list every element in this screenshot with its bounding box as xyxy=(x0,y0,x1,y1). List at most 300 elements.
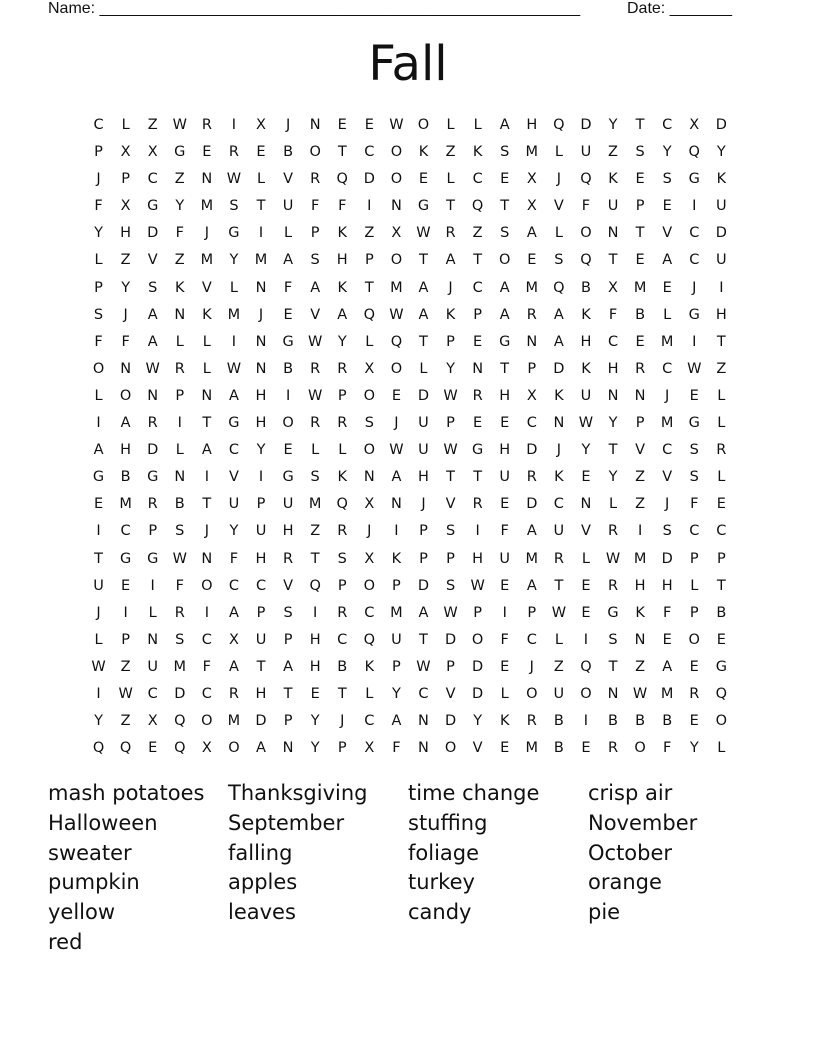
grid-letter[interactable]: E xyxy=(500,171,510,188)
grid-letter[interactable]: U xyxy=(282,198,294,215)
grid-letter[interactable]: L xyxy=(717,415,726,432)
grid-letter[interactable]: A xyxy=(228,658,239,675)
grid-letter[interactable]: N xyxy=(174,306,186,323)
grid-letter[interactable]: E xyxy=(93,496,104,513)
grid-letter[interactable]: C xyxy=(201,631,212,648)
grid-letter[interactable]: M xyxy=(308,496,322,513)
grid-letter[interactable]: M xyxy=(525,740,539,757)
grid-letter[interactable]: X xyxy=(526,387,537,404)
grid-letter[interactable]: E xyxy=(527,252,537,269)
grid-letter[interactable]: J xyxy=(367,523,372,540)
grid-letter[interactable]: I xyxy=(719,279,724,296)
grid-letter[interactable]: S xyxy=(554,252,564,269)
grid-letter[interactable]: P xyxy=(283,631,293,648)
grid-letter[interactable]: I xyxy=(258,225,264,242)
grid-letter[interactable]: R xyxy=(174,360,185,377)
grid-letter[interactable]: U xyxy=(418,415,429,432)
grid-letter[interactable]: W xyxy=(172,117,187,133)
grid-letter[interactable]: W xyxy=(307,387,323,404)
grid-letter[interactable]: O xyxy=(201,577,213,594)
grid-letter[interactable]: I xyxy=(637,523,643,540)
grid-letter[interactable]: K xyxy=(554,469,564,486)
grid-letter[interactable]: T xyxy=(608,658,618,675)
grid-letter[interactable]: Q xyxy=(119,740,132,757)
grid-letter[interactable]: G xyxy=(147,550,159,567)
grid-letter[interactable]: P xyxy=(446,415,455,432)
grid-letter[interactable]: O xyxy=(715,713,728,730)
grid-letter[interactable]: K xyxy=(635,604,645,621)
grid-letter[interactable]: I xyxy=(583,631,589,648)
grid-letter[interactable]: M xyxy=(525,144,539,161)
grid-letter[interactable]: F xyxy=(121,333,130,350)
grid-letter[interactable]: V xyxy=(445,685,456,702)
grid-letter[interactable]: G xyxy=(147,469,159,486)
grid-letter[interactable]: J xyxy=(96,604,101,621)
grid-letter[interactable]: B xyxy=(635,306,646,323)
grid-letter[interactable]: D xyxy=(715,117,727,133)
grid-letter[interactable]: T xyxy=(202,496,212,513)
grid-letter[interactable]: Z xyxy=(635,658,646,675)
grid-letter[interactable]: O xyxy=(390,252,403,269)
grid-letter[interactable]: G xyxy=(688,415,700,432)
grid-letter[interactable]: R xyxy=(310,171,321,188)
grid-letter[interactable]: Q xyxy=(580,252,592,269)
grid-letter[interactable]: B xyxy=(662,713,673,730)
grid-letter[interactable]: B xyxy=(283,360,294,377)
grid-letter[interactable]: I xyxy=(285,387,291,404)
grid-letter[interactable]: I xyxy=(258,469,264,486)
grid-letter[interactable]: A xyxy=(662,252,673,269)
grid-letter[interactable]: R xyxy=(228,144,239,161)
grid-letter[interactable]: F xyxy=(338,198,347,215)
grid-letter[interactable]: P xyxy=(446,658,455,675)
grid-letter[interactable]: Z xyxy=(635,469,646,486)
grid-letter[interactable]: H xyxy=(526,117,538,133)
grid-letter[interactable]: U xyxy=(499,469,511,486)
grid-letter[interactable]: Y xyxy=(608,117,618,133)
grid-letter[interactable]: V xyxy=(662,225,673,242)
grid-letter[interactable]: U xyxy=(93,577,104,594)
grid-letter[interactable]: X xyxy=(256,117,266,133)
grid-letter[interactable]: T xyxy=(256,198,266,215)
grid-letter[interactable]: O xyxy=(363,442,376,459)
grid-letter[interactable]: U xyxy=(255,523,267,540)
grid-letter[interactable]: K xyxy=(554,387,564,404)
grid-letter[interactable]: D xyxy=(417,577,430,594)
grid-letter[interactable]: B xyxy=(635,713,646,730)
grid-letter[interactable]: F xyxy=(581,198,591,215)
grid-letter[interactable]: J xyxy=(96,171,101,188)
grid-letter[interactable]: O xyxy=(363,387,376,404)
grid-letter[interactable]: N xyxy=(553,415,565,432)
grid-letter[interactable]: N xyxy=(580,496,592,513)
grid-letter[interactable]: L xyxy=(175,442,184,459)
grid-letter[interactable]: E xyxy=(418,171,429,188)
grid-letter[interactable]: P xyxy=(527,360,537,377)
grid-letter[interactable]: E xyxy=(635,333,645,350)
grid-letter[interactable]: D xyxy=(526,496,538,513)
grid-letter[interactable]: X xyxy=(147,713,158,730)
grid-letter[interactable]: T xyxy=(635,225,645,242)
grid-letter[interactable]: O xyxy=(444,740,457,757)
grid-letter[interactable]: Z xyxy=(174,252,185,269)
grid-letter[interactable]: F xyxy=(663,604,672,621)
grid-letter[interactable]: D xyxy=(444,713,457,730)
grid-letter[interactable]: E xyxy=(662,631,672,648)
grid-letter[interactable]: O xyxy=(580,225,592,242)
grid-letter[interactable]: K xyxy=(716,171,727,188)
grid-letter[interactable]: N xyxy=(309,117,321,133)
grid-letter[interactable]: Q xyxy=(688,144,700,161)
grid-letter[interactable]: N xyxy=(607,387,619,404)
grid-letter[interactable]: X xyxy=(228,631,239,648)
grid-letter[interactable]: K xyxy=(337,225,347,242)
grid-letter[interactable]: O xyxy=(471,631,484,648)
grid-letter[interactable]: G xyxy=(607,604,619,621)
grid-letter[interactable]: A xyxy=(526,523,537,540)
grid-letter[interactable]: N xyxy=(607,225,619,242)
grid-letter[interactable]: P xyxy=(527,604,537,621)
grid-letter[interactable]: R xyxy=(337,415,348,432)
grid-letter[interactable]: B xyxy=(608,713,618,730)
grid-letter[interactable]: C xyxy=(689,225,700,242)
grid-letter[interactable]: E xyxy=(581,469,591,486)
grid-letter[interactable]: K xyxy=(202,306,212,323)
grid-letter[interactable]: W xyxy=(470,577,485,594)
grid-letter[interactable]: S xyxy=(93,306,104,323)
grid-letter[interactable]: V xyxy=(310,306,321,323)
grid-letter[interactable]: W xyxy=(118,685,133,702)
grid-letter[interactable]: T xyxy=(473,252,483,269)
grid-letter[interactable]: R xyxy=(147,496,158,513)
grid-letter[interactable]: E xyxy=(121,577,131,594)
grid-letter[interactable]: J xyxy=(421,496,426,513)
grid-letter[interactable]: X xyxy=(364,550,375,567)
grid-letter[interactable]: R xyxy=(283,550,294,567)
grid-letter[interactable]: U xyxy=(553,685,565,702)
grid-letter[interactable]: P xyxy=(256,604,266,621)
grid-letter[interactable]: M xyxy=(200,198,214,215)
grid-letter[interactable]: E xyxy=(256,144,266,161)
grid-letter[interactable]: K xyxy=(391,550,402,567)
grid-letter[interactable]: M xyxy=(200,252,214,269)
grid-letter[interactable]: M xyxy=(390,604,403,621)
grid-letter[interactable]: T xyxy=(608,442,618,459)
grid-letter[interactable]: N xyxy=(418,740,429,757)
grid-letter[interactable]: C xyxy=(201,685,212,702)
grid-letter[interactable]: A xyxy=(391,713,402,730)
grid-letter[interactable]: I xyxy=(313,604,318,621)
grid-letter[interactable]: X xyxy=(526,171,537,188)
grid-letter[interactable]: X xyxy=(526,198,537,215)
grid-letter[interactable]: L xyxy=(554,631,563,648)
grid-letter[interactable]: D xyxy=(580,117,592,133)
grid-letter[interactable]: Z xyxy=(120,658,131,675)
grid-letter[interactable]: O xyxy=(92,360,105,377)
grid-letter[interactable]: B xyxy=(716,604,727,621)
grid-letter[interactable]: J xyxy=(529,658,534,675)
grid-letter[interactable]: Q xyxy=(715,685,728,702)
grid-letter[interactable]: N xyxy=(201,387,213,404)
grid-letter[interactable]: P xyxy=(337,740,347,757)
grid-letter[interactable]: L xyxy=(311,442,320,459)
grid-letter[interactable]: N xyxy=(418,713,429,730)
grid-letter[interactable]: Y xyxy=(446,360,455,377)
grid-letter[interactable]: T xyxy=(337,685,347,702)
grid-letter[interactable]: P xyxy=(446,550,455,567)
grid-letter[interactable]: F xyxy=(500,523,509,540)
grid-letter[interactable]: G xyxy=(92,469,105,486)
grid-letter[interactable]: F xyxy=(690,496,699,513)
grid-letter[interactable]: R xyxy=(607,523,619,540)
grid-letter[interactable]: A xyxy=(228,604,239,621)
grid-letter[interactable]: U xyxy=(607,198,619,215)
grid-letter[interactable]: A xyxy=(283,658,294,675)
grid-letter[interactable]: F xyxy=(310,198,320,215)
grid-letter[interactable]: K xyxy=(337,279,347,296)
grid-letter[interactable]: J xyxy=(665,387,670,404)
grid-letter[interactable]: A xyxy=(337,306,348,323)
grid-letter[interactable]: M xyxy=(525,279,539,296)
grid-letter[interactable]: P xyxy=(392,658,401,675)
grid-letter[interactable]: Q xyxy=(363,631,376,648)
grid-letter[interactable]: E xyxy=(716,631,726,648)
grid-letter[interactable]: Z xyxy=(364,225,375,242)
grid-letter[interactable]: A xyxy=(120,415,131,432)
grid-letter[interactable]: P xyxy=(364,252,374,269)
grid-letter[interactable]: C xyxy=(662,442,673,459)
grid-letter[interactable]: M xyxy=(633,550,647,567)
grid-letter[interactable]: M xyxy=(390,279,403,296)
grid-letter[interactable]: M xyxy=(633,279,647,296)
grid-letter[interactable]: M xyxy=(173,658,187,675)
grid-letter[interactable]: S xyxy=(148,279,158,296)
grid-letter[interactable]: L xyxy=(284,225,293,242)
grid-letter[interactable]: N xyxy=(472,360,484,377)
grid-letter[interactable]: C xyxy=(607,333,619,350)
grid-letter[interactable]: E xyxy=(689,387,699,404)
grid-letter[interactable]: J xyxy=(448,279,453,296)
grid-letter[interactable]: F xyxy=(392,740,401,757)
grid-letter[interactable]: A xyxy=(283,252,294,269)
grid-letter[interactable]: E xyxy=(662,198,672,215)
grid-letter[interactable]: S xyxy=(175,523,185,540)
grid-letter[interactable]: Y xyxy=(310,740,320,757)
grid-letter[interactable]: R xyxy=(607,740,619,757)
grid-letter[interactable]: F xyxy=(175,577,184,594)
grid-letter[interactable]: P xyxy=(635,415,645,432)
grid-letter[interactable]: O xyxy=(526,685,538,702)
grid-letter[interactable]: J xyxy=(204,523,209,540)
grid-letter[interactable]: H xyxy=(607,360,619,377)
grid-letter[interactable]: H xyxy=(255,550,267,567)
grid-letter[interactable]: L xyxy=(419,360,428,377)
grid-letter[interactable]: V xyxy=(228,469,239,486)
grid-letter[interactable]: N xyxy=(390,198,402,215)
grid-letter[interactable]: E xyxy=(689,658,699,675)
grid-letter[interactable]: S xyxy=(662,523,672,540)
grid-letter[interactable]: F xyxy=(94,198,103,215)
grid-letter[interactable]: J xyxy=(692,279,697,296)
grid-letter[interactable]: A xyxy=(499,279,510,296)
grid-letter[interactable]: E xyxy=(283,442,293,459)
grid-letter[interactable]: P xyxy=(337,387,347,404)
grid-letter[interactable]: A xyxy=(418,604,429,621)
grid-letter[interactable]: O xyxy=(119,387,132,404)
grid-letter[interactable]: U xyxy=(418,442,429,459)
grid-letter[interactable]: J xyxy=(340,713,345,730)
grid-letter[interactable]: X xyxy=(364,740,375,757)
grid-letter[interactable]: V xyxy=(445,496,456,513)
grid-letter[interactable]: O xyxy=(363,577,376,594)
grid-letter[interactable]: K xyxy=(445,306,456,323)
grid-letter[interactable]: V xyxy=(147,252,158,269)
grid-letter[interactable]: J xyxy=(394,415,399,432)
grid-letter[interactable]: T xyxy=(446,469,455,486)
grid-letter[interactable]: Q xyxy=(580,658,592,675)
grid-letter[interactable]: B xyxy=(283,144,294,161)
grid-letter[interactable]: W xyxy=(551,604,567,621)
grid-letter[interactable]: G xyxy=(688,171,700,188)
grid-letter[interactable]: V xyxy=(662,469,673,486)
grid-letter[interactable]: H xyxy=(282,523,294,540)
grid-letter[interactable]: D xyxy=(417,387,430,404)
grid-letter[interactable]: L xyxy=(338,442,347,459)
grid-letter[interactable]: K xyxy=(472,144,483,161)
grid-letter[interactable]: W xyxy=(443,442,458,459)
grid-letter[interactable]: V xyxy=(283,171,294,188)
grid-letter[interactable]: I xyxy=(96,415,101,432)
grid-letter[interactable]: L xyxy=(581,550,590,567)
grid-letter[interactable]: X xyxy=(689,117,700,133)
grid-letter[interactable]: V xyxy=(635,442,646,459)
grid-letter[interactable]: C xyxy=(472,171,483,188)
grid-letter[interactable]: L xyxy=(94,387,103,404)
grid-letter[interactable]: Q xyxy=(174,740,186,757)
grid-letter[interactable]: R xyxy=(228,685,239,702)
grid-letter[interactable]: A xyxy=(553,306,564,323)
grid-letter[interactable]: A xyxy=(526,577,537,594)
grid-letter[interactable]: O xyxy=(309,144,321,161)
grid-letter[interactable]: Q xyxy=(390,333,403,350)
grid-letter[interactable]: W xyxy=(687,360,702,377)
grid-letter[interactable]: W xyxy=(389,117,404,133)
grid-letter[interactable]: M xyxy=(660,333,674,350)
grid-letter[interactable]: M xyxy=(254,252,268,269)
grid-letter[interactable]: Q xyxy=(553,279,565,296)
grid-letter[interactable]: C xyxy=(716,523,727,540)
grid-letter[interactable]: G xyxy=(147,198,159,215)
grid-letter[interactable]: N xyxy=(255,279,267,296)
grid-letter[interactable]: E xyxy=(202,144,212,161)
grid-letter[interactable]: C xyxy=(526,415,537,432)
grid-letter[interactable]: Y xyxy=(473,713,483,730)
grid-letter[interactable]: A xyxy=(201,442,212,459)
grid-letter[interactable]: T xyxy=(716,577,726,594)
grid-letter[interactable]: M xyxy=(227,713,241,730)
grid-letter[interactable]: C xyxy=(689,523,700,540)
grid-letter[interactable]: Y xyxy=(689,740,699,757)
grid-letter[interactable]: E xyxy=(283,306,293,323)
grid-letter[interactable]: Y xyxy=(229,523,239,540)
grid-letter[interactable]: A xyxy=(147,333,158,350)
grid-letter[interactable]: C xyxy=(662,117,673,133)
grid-letter[interactable]: E xyxy=(635,171,645,188)
grid-letter[interactable]: W xyxy=(578,415,594,432)
grid-letter[interactable]: L xyxy=(202,333,211,350)
grid-letter[interactable]: E xyxy=(391,387,401,404)
grid-letter[interactable]: T xyxy=(256,658,266,675)
grid-letter[interactable]: U xyxy=(499,550,511,567)
grid-letter[interactable]: W xyxy=(226,360,242,377)
grid-letter[interactable]: W xyxy=(416,658,431,675)
grid-letter[interactable]: B xyxy=(580,279,591,296)
grid-letter[interactable]: A xyxy=(256,740,266,757)
grid-letter[interactable]: S xyxy=(337,550,347,567)
grid-letter[interactable]: C xyxy=(228,577,239,594)
grid-letter[interactable]: L xyxy=(554,144,563,161)
grid-letter[interactable]: G xyxy=(688,306,700,323)
grid-letter[interactable]: D xyxy=(472,685,484,702)
grid-letter[interactable]: L xyxy=(121,117,130,133)
grid-letter[interactable]: N xyxy=(634,631,646,648)
grid-letter[interactable]: A xyxy=(147,306,158,323)
grid-letter[interactable]: O xyxy=(228,740,240,757)
grid-letter[interactable]: E xyxy=(689,713,699,730)
grid-letter[interactable]: E xyxy=(473,333,483,350)
grid-letter[interactable]: Y xyxy=(175,198,185,215)
grid-letter[interactable]: A xyxy=(499,306,510,323)
grid-letter[interactable]: H xyxy=(255,387,267,404)
grid-letter[interactable]: C xyxy=(255,577,267,594)
grid-letter[interactable]: K xyxy=(337,469,347,486)
grid-letter[interactable]: E xyxy=(500,740,510,757)
grid-letter[interactable]: C xyxy=(418,685,429,702)
grid-letter[interactable]: U xyxy=(553,523,565,540)
grid-letter[interactable]: O xyxy=(499,252,511,269)
grid-letter[interactable]: U xyxy=(282,496,294,513)
grid-letter[interactable]: H xyxy=(120,442,132,459)
grid-letter[interactable]: P xyxy=(419,550,428,567)
grid-letter[interactable]: P xyxy=(473,604,482,621)
grid-letter[interactable]: K xyxy=(418,144,429,161)
grid-letter[interactable]: Z xyxy=(310,523,321,540)
grid-letter[interactable]: M xyxy=(119,496,132,513)
grid-letter[interactable]: J xyxy=(556,171,561,188)
grid-letter[interactable]: L xyxy=(608,496,618,513)
grid-letter[interactable]: Y xyxy=(608,415,618,432)
grid-letter[interactable]: U xyxy=(255,631,267,648)
grid-letter[interactable]: G xyxy=(174,144,186,161)
grid-letter[interactable]: L xyxy=(717,740,726,757)
grid-letter[interactable]: C xyxy=(228,442,239,459)
grid-letter[interactable]: J xyxy=(204,225,209,242)
grid-letter[interactable]: H xyxy=(309,631,321,648)
grid-letter[interactable]: V xyxy=(553,198,564,215)
grid-letter[interactable]: T xyxy=(337,144,347,161)
grid-letter[interactable]: S xyxy=(689,442,699,459)
grid-letter[interactable]: J xyxy=(665,496,670,513)
grid-letter[interactable]: U xyxy=(147,658,158,675)
grid-letter[interactable]: F xyxy=(500,631,509,648)
grid-letter[interactable]: E xyxy=(500,496,510,513)
grid-letter[interactable]: R xyxy=(526,469,537,486)
grid-letter[interactable]: Z xyxy=(445,144,456,161)
grid-letter[interactable]: O xyxy=(390,360,403,377)
grid-letter[interactable]: L xyxy=(175,333,184,350)
grid-letter[interactable]: L xyxy=(365,685,374,702)
grid-letter[interactable]: N xyxy=(526,333,538,350)
